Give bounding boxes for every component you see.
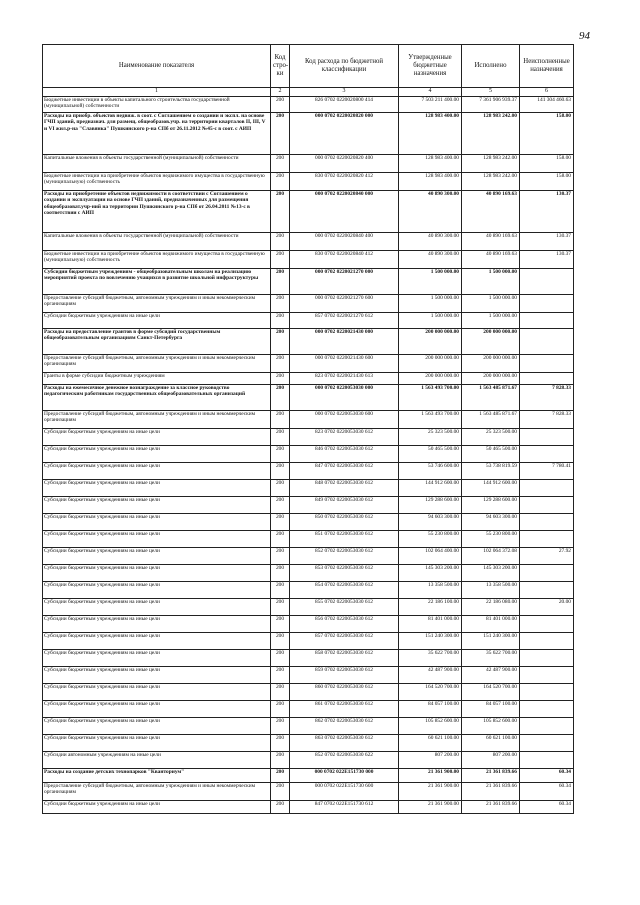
row-name-cell: Субсидии бюджетным учреждениям на иные цели [43,801,271,814]
table-body [43,97,574,814]
column-number: 5 [462,88,520,97]
row-approved-cell: 42 487 900.00 [399,667,462,684]
row-line-code-cell: 200 [271,701,290,718]
row-approved-cell: 53 746 600.00 [399,463,462,480]
row-executed-cell: 128 983 242.00 [462,173,520,191]
row-name-cell: Субсидии бюджетным учреждениям на иные цели [43,599,271,616]
row-executed-cell: 102 064 372.08 [462,548,520,565]
row-budget-code-cell: 849 0702 0220053030 612 [290,497,399,514]
row-approved-cell: 55 230 800.00 [399,531,462,548]
row-budget-code-cell: 856 0702 0220053030 612 [290,616,399,633]
row-line-code-cell: 200 [271,769,290,783]
table-row [43,411,574,429]
row-unexecuted-cell: 141 304 460.63 [520,97,574,113]
row-executed-cell: 84 057 100.00 [462,701,520,718]
row-name-cell: Субсидии бюджетным учреждениям на иные цели [43,701,271,718]
row-line-code-cell: 200 [271,97,290,113]
row-budget-code-cell: 857 0702 0220021270 612 [290,313,399,329]
table-row [43,582,574,599]
row-approved-cell: 151 240 300.00 [399,633,462,650]
row-name-cell: Субсидии бюджетным учреждениям на иные цели [43,429,271,446]
table-row [43,752,574,769]
row-executed-cell: 200 000 000.00 [462,329,520,355]
row-budget-code-cell: 853 0702 0220053030 612 [290,565,399,582]
row-budget-code-cell: 847 0702 022E151730 612 [290,801,399,814]
row-executed-cell: 42 487 900.00 [462,667,520,684]
row-line-code-cell: 200 [271,650,290,667]
row-name-cell: Бюджетные инвестиции на приобретение объектов недвижимого имущества в государственную (муниципальную) собственность [43,251,271,269]
row-executed-cell: 105 852 600.00 [462,718,520,735]
row-name-cell: Субсидии бюджетным учреждениям на иные цели [43,531,271,548]
row-approved-cell: 21 361 900.00 [399,783,462,801]
row-unexecuted-cell [520,313,574,329]
table-row [43,783,574,801]
row-line-code-cell: 200 [271,313,290,329]
row-name-cell: Предоставление субсидий бюджетным, автономным учреждениям и иным некоммерческим организациям [43,355,271,373]
table-row [43,446,574,463]
row-name-cell: Субсидии бюджетным учреждениям на иные цели [43,446,271,463]
row-name-cell: Субсидии бюджетным учреждениям на иные цели [43,735,271,752]
row-approved-cell: 7 503 211 400.00 [399,97,462,113]
row-budget-code-cell: 000 0702 0220053030 000 [290,385,399,411]
row-approved-cell: 25 323 500.00 [399,429,462,446]
row-name-cell: Предоставление субсидий бюджетным, автономным учреждениям и иным некоммерческим организациям [43,295,271,313]
row-budget-code-cell: 000 0702 022E151730 600 [290,783,399,801]
column-number: 4 [399,88,462,97]
row-executed-cell: 60 621 100.00 [462,735,520,752]
row-approved-cell: 128 983 400.00 [399,173,462,191]
row-budget-code-cell: 830 0702 0220020840 412 [290,251,399,269]
table-row [43,565,574,582]
header-budget-code: Код расхода по бюджетной классификации [290,45,399,88]
row-line-code-cell: 200 [271,548,290,565]
row-budget-code-cell: 000 0702 0220020820 000 [290,113,399,155]
row-approved-cell: 40 890 300.00 [399,233,462,251]
row-name-cell: Расходы на создание детских технопарков "Кванториум" [43,769,271,783]
row-executed-cell: 1 500 000.00 [462,269,520,295]
row-budget-code-cell: 862 0702 0220053030 612 [290,718,399,735]
row-approved-cell: 1 500 000.00 [399,295,462,313]
row-approved-cell: 94 603 300.00 [399,514,462,531]
row-name-cell: Предоставление субсидий бюджетным, автономным учреждениям и иным некоммерческим организациям [43,783,271,801]
row-line-code-cell: 200 [271,233,290,251]
row-executed-cell: 200 000 000.00 [462,373,520,385]
row-unexecuted-cell: 20.00 [520,599,574,616]
row-executed-cell: 807 200.00 [462,752,520,769]
row-approved-cell: 35 622 700.00 [399,650,462,667]
row-name-cell: Расходы на приобретение объектов недвижимости в соответствии с Соглашением о создании и эксплуатации на основе ГЧП зданий, предназначенных для размещения общеобразоват.учр-ний на территории Пушкинского р-на СПб от 26.04.2011 №13-с в соответствии с АИП [43,191,271,233]
row-name-cell: Расходы на ежемесячное денежное вознаграждение за классное руководство педагогическим работникам государственных общеобразовательных организаций [43,385,271,411]
row-line-code-cell: 200 [271,667,290,684]
column-number: 2 [271,88,290,97]
row-unexecuted-cell [520,650,574,667]
row-approved-cell: 84 057 100.00 [399,701,462,718]
row-executed-cell: 21 361 839.66 [462,769,520,783]
row-unexecuted-cell [520,480,574,497]
header-executed: Исполнено [462,45,520,88]
row-executed-cell: 164 520 700.00 [462,684,520,701]
row-line-code-cell: 200 [271,565,290,582]
header-unexecuted: Неисполненные назначения [520,45,574,88]
row-executed-cell: 1 563 485 871.67 [462,411,520,429]
row-name-cell: Субсидии бюджетным учреждениям на иные цели [43,497,271,514]
row-approved-cell: 21 361 900.00 [399,801,462,814]
column-number: 6 [520,88,574,97]
row-executed-cell: 25 323 500.00 [462,429,520,446]
row-unexecuted-cell [520,295,574,313]
row-approved-cell: 40 890 300.00 [399,251,462,269]
row-line-code-cell: 200 [271,514,290,531]
row-approved-cell: 1 500 000.00 [399,313,462,329]
row-unexecuted-cell: 60.34 [520,769,574,783]
table-row [43,429,574,446]
row-unexecuted-cell: 130.37 [520,191,574,233]
row-executed-cell: 50 465 500.00 [462,446,520,463]
row-executed-cell: 81 401 000.00 [462,616,520,633]
row-name-cell: Бюджетные инвестиции на приобретение объектов недвижимого имущества в государственную (муниципальную) собственность [43,173,271,191]
row-budget-code-cell: 000 0702 0220020840 000 [290,191,399,233]
row-budget-code-cell: 823 0702 0220053030 612 [290,429,399,446]
row-budget-code-cell: 861 0702 0220053030 612 [290,701,399,718]
row-line-code-cell: 200 [271,191,290,233]
table-row [43,97,574,113]
row-line-code-cell: 200 [271,269,290,295]
row-line-code-cell: 200 [271,113,290,155]
row-line-code-cell: 200 [271,497,290,514]
row-line-code-cell: 200 [271,446,290,463]
table-row [43,355,574,373]
row-unexecuted-cell [520,616,574,633]
row-approved-cell: 21 361 900.00 [399,769,462,783]
row-unexecuted-cell: 60.34 [520,783,574,801]
row-budget-code-cell: 846 0702 0220053030 612 [290,446,399,463]
table-row [43,599,574,616]
row-executed-cell: 1 563 485 871.67 [462,385,520,411]
table-header-row [43,45,574,88]
row-name-cell: Предоставление субсидий бюджетным, автономным учреждениям и иным некоммерческим организациям [43,411,271,429]
row-line-code-cell: 200 [271,783,290,801]
row-unexecuted-cell: 158.00 [520,173,574,191]
table-row [43,173,574,191]
row-approved-cell: 105 852 600.00 [399,718,462,735]
row-unexecuted-cell [520,633,574,650]
row-name-cell: Субсидии автономным учреждениям на иные цели [43,752,271,769]
row-budget-code-cell: 000 0702 0220020840 400 [290,233,399,251]
row-approved-cell: 40 890 300.00 [399,191,462,233]
row-name-cell: Субсидии бюджетным учреждениям на иные цели [43,514,271,531]
row-line-code-cell: 200 [271,752,290,769]
row-approved-cell: 22 186 100.00 [399,599,462,616]
row-executed-cell: 1 500 000.00 [462,295,520,313]
row-unexecuted-cell: 7 780.41 [520,463,574,480]
row-budget-code-cell: 000 0702 0220021430 000 [290,329,399,355]
row-executed-cell: 7 361 906 939.37 [462,97,520,113]
row-executed-cell: 21 361 839.66 [462,801,520,814]
page-number: 94 [579,30,590,42]
table-row [43,313,574,329]
table-row [43,650,574,667]
row-approved-cell: 1 563 493 700.00 [399,411,462,429]
row-unexecuted-cell: 158.00 [520,113,574,155]
row-line-code-cell: 200 [271,173,290,191]
table-row [43,329,574,355]
row-name-cell: Субсидии бюджетным учреждениям на иные цели [43,684,271,701]
row-executed-cell: 35 622 700.00 [462,650,520,667]
row-budget-code-cell: 000 0702 0220020820 400 [290,155,399,173]
table-row [43,191,574,233]
row-unexecuted-cell: 60.34 [520,801,574,814]
row-line-code-cell: 200 [271,633,290,650]
table-row [43,295,574,313]
header-approved: Утвержденные бюджетные назначения [399,45,462,88]
row-unexecuted-cell [520,684,574,701]
row-approved-cell: 50 465 500.00 [399,446,462,463]
table-row [43,155,574,173]
row-executed-cell: 144 912 600.00 [462,480,520,497]
row-executed-cell: 94 603 300.00 [462,514,520,531]
row-approved-cell: 128 983 400.00 [399,113,462,155]
row-unexecuted-cell [520,269,574,295]
table-row [43,684,574,701]
row-unexecuted-cell [520,701,574,718]
row-name-cell: Субсидии бюджетным учреждениям на иные цели [43,667,271,684]
header-line-code: Код стро- ки [271,45,290,88]
row-unexecuted-cell: 130.37 [520,251,574,269]
row-unexecuted-cell [520,752,574,769]
table-row [43,463,574,480]
row-unexecuted-cell: 130.37 [520,233,574,251]
column-number-row [43,88,574,97]
row-name-cell: Бюджетные инвестиции в объекты капитального строительства государственной (муниципальной) собственности [43,97,271,113]
row-unexecuted-cell: 158.00 [520,155,574,173]
row-executed-cell: 129 288 600.00 [462,497,520,514]
row-line-code-cell: 200 [271,155,290,173]
row-name-cell: Расходы на приобр. объектов недвиж. в соот. с Соглашением о создании и экспл. на основе ГЧП зданий, предназнач. для размещ. общеобразов.учр. на территории кварталов II, III, V и VI жил.р-на "Славянка" Пушкинского р-на СПб от 26.11.2012 №45-с в соот. с АИП [43,113,271,155]
row-name-cell: Капитальные вложения в объекты государственной (муниципальной) собственности [43,155,271,173]
table-row [43,251,574,269]
row-budget-code-cell: 859 0702 0220053030 612 [290,667,399,684]
row-line-code-cell: 200 [271,599,290,616]
row-unexecuted-cell [520,429,574,446]
column-number: 1 [43,88,271,97]
row-line-code-cell: 200 [271,385,290,411]
row-executed-cell: 151 240 300.00 [462,633,520,650]
row-unexecuted-cell [520,718,574,735]
row-budget-code-cell: 000 0702 0220053030 600 [290,411,399,429]
row-line-code-cell: 200 [271,531,290,548]
header-indicator-name: Наименование показателя [43,45,271,88]
row-unexecuted-cell [520,582,574,599]
row-unexecuted-cell [520,667,574,684]
row-line-code-cell: 200 [271,684,290,701]
table-row [43,718,574,735]
row-approved-cell: 200 000 000.00 [399,355,462,373]
row-approved-cell: 1 500 000.00 [399,269,462,295]
row-approved-cell: 129 288 600.00 [399,497,462,514]
table-row [43,385,574,411]
row-unexecuted-cell [520,514,574,531]
row-unexecuted-cell [520,355,574,373]
table-row [43,735,574,752]
row-name-cell: Субсидии бюджетным учреждениям на иные цели [43,480,271,497]
row-executed-cell: 13 358 500.00 [462,582,520,599]
row-line-code-cell: 200 [271,329,290,355]
row-approved-cell: 81 401 000.00 [399,616,462,633]
row-unexecuted-cell: 7 828.33 [520,385,574,411]
row-unexecuted-cell [520,446,574,463]
column-number: 3 [290,88,399,97]
row-name-cell: Субсидии бюджетным учреждениям на иные цели [43,463,271,480]
row-executed-cell: 21 361 839.66 [462,783,520,801]
row-name-cell: Субсидии бюджетным учреждениям на иные цели [43,616,271,633]
row-line-code-cell: 200 [271,373,290,385]
table-row [43,801,574,814]
row-line-code-cell: 200 [271,295,290,313]
row-executed-cell: 55 230 800.00 [462,531,520,548]
row-budget-code-cell: 858 0702 0220053030 612 [290,650,399,667]
row-executed-cell: 40 890 169.63 [462,191,520,233]
row-approved-cell: 200 000 000.00 [399,373,462,385]
row-name-cell: Субсидии бюджетным учреждениям на иные цели [43,313,271,329]
row-budget-code-cell: 000 0702 022E151730 000 [290,769,399,783]
row-line-code-cell: 200 [271,801,290,814]
row-line-code-cell: 200 [271,582,290,599]
row-unexecuted-cell [520,497,574,514]
table-row [43,633,574,650]
table-row [43,548,574,565]
row-line-code-cell: 200 [271,251,290,269]
row-unexecuted-cell [520,565,574,582]
row-budget-code-cell: 854 0702 0220053030 612 [290,582,399,599]
budget-execution-table [42,44,574,814]
row-executed-cell: 22 186 080.00 [462,599,520,616]
row-budget-code-cell: 823 0702 0220021430 613 [290,373,399,385]
row-budget-code-cell: 830 0702 0220020820 412 [290,173,399,191]
row-line-code-cell: 200 [271,718,290,735]
row-name-cell: Субсидии бюджетным учреждениям на иные цели [43,650,271,667]
row-unexecuted-cell [520,531,574,548]
row-line-code-cell: 200 [271,411,290,429]
row-executed-cell: 128 983 242.00 [462,113,520,155]
row-approved-cell: 164 520 700.00 [399,684,462,701]
table-row [43,769,574,783]
table-row [43,701,574,718]
row-executed-cell: 40 890 169.63 [462,251,520,269]
row-budget-code-cell: 851 0702 0220053030 612 [290,531,399,548]
row-approved-cell: 102 064 400.00 [399,548,462,565]
table-row [43,667,574,684]
row-unexecuted-cell [520,373,574,385]
row-name-cell: Субсидии бюджетным учреждениям на иные цели [43,565,271,582]
row-budget-code-cell: 857 0702 0220053030 612 [290,633,399,650]
row-approved-cell: 13 358 500.00 [399,582,462,599]
table-row [43,373,574,385]
row-name-cell: Капитальные вложения в объекты государственной (муниципальной) собственности [43,233,271,251]
row-line-code-cell: 200 [271,735,290,752]
row-name-cell: Субсидии бюджетным учреждениям на иные цели [43,582,271,599]
row-executed-cell: 128 983 242.00 [462,155,520,173]
row-budget-code-cell: 852 0702 0220053030 622 [290,752,399,769]
row-name-cell: Расходы на предоставление грантов в форме субсидий государственным общеобразовательным организациям Санкт-Петербурга [43,329,271,355]
row-budget-code-cell: 000 0702 0220021270 000 [290,269,399,295]
row-executed-cell: 200 000 000.00 [462,355,520,373]
row-name-cell: Субсидии бюджетным учреждениям на иные цели [43,633,271,650]
row-line-code-cell: 200 [271,463,290,480]
table-row [43,531,574,548]
row-line-code-cell: 200 [271,616,290,633]
row-approved-cell: 1 563 493 700.00 [399,385,462,411]
row-budget-code-cell: 000 0702 0220021270 600 [290,295,399,313]
row-unexecuted-cell [520,329,574,355]
row-budget-code-cell: 847 0702 0220053030 612 [290,463,399,480]
row-name-cell: Гранты в форме субсидии бюджетным учреждениям [43,373,271,385]
row-line-code-cell: 200 [271,429,290,446]
row-executed-cell: 53 738 819.59 [462,463,520,480]
row-approved-cell: 144 912 600.00 [399,480,462,497]
row-budget-code-cell: 852 0702 0220053030 612 [290,548,399,565]
row-executed-cell: 145 303 200.00 [462,565,520,582]
row-name-cell: Субсидии бюджетным учреждениям на иные цели [43,548,271,565]
row-unexecuted-cell: 27.92 [520,548,574,565]
row-executed-cell: 1 500 000.00 [462,313,520,329]
table-row [43,269,574,295]
row-unexecuted-cell [520,735,574,752]
row-executed-cell: 40 890 169.63 [462,233,520,251]
table-row [43,480,574,497]
row-approved-cell: 807 200.00 [399,752,462,769]
row-approved-cell: 60 621 100.00 [399,735,462,752]
row-budget-code-cell: 860 0702 0220053030 612 [290,684,399,701]
row-budget-code-cell: 848 0702 0220053030 612 [290,480,399,497]
row-budget-code-cell: 863 0702 0220053030 612 [290,735,399,752]
row-budget-code-cell: 850 0702 0220053030 612 [290,514,399,531]
row-budget-code-cell: 000 0702 0220021430 600 [290,355,399,373]
table-row [43,113,574,155]
row-line-code-cell: 200 [271,480,290,497]
table-row [43,616,574,633]
row-approved-cell: 128 983 400.00 [399,155,462,173]
row-unexecuted-cell: 7 828.33 [520,411,574,429]
row-budget-code-cell: 826 0702 0220020800 414 [290,97,399,113]
table-row [43,514,574,531]
row-budget-code-cell: 855 0702 0220053030 612 [290,599,399,616]
row-approved-cell: 145 303 200.00 [399,565,462,582]
row-approved-cell: 200 000 000.00 [399,329,462,355]
row-name-cell: Субсидии бюджетным учреждениям - общеобразовательным школам на реализацию мероприятий проекта по вовлечению учащихся в развитие школьной инфраструктуры [43,269,271,295]
row-line-code-cell: 200 [271,355,290,373]
table-row [43,233,574,251]
row-name-cell: Субсидии бюджетным учреждениям на иные цели [43,718,271,735]
table-row [43,497,574,514]
